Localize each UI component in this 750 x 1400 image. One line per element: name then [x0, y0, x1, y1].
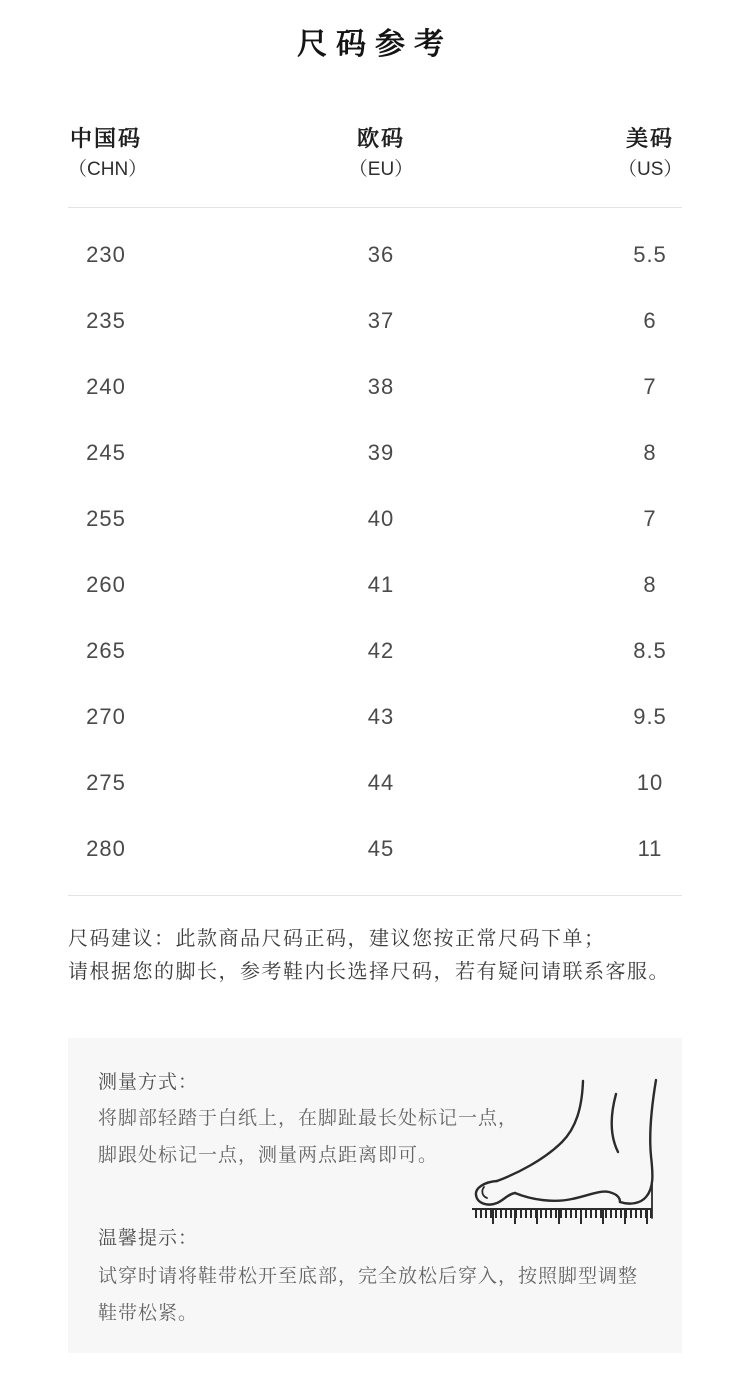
cell-chn: 265 — [86, 638, 126, 663]
column-header-eu-sublabel: （EU） — [348, 159, 414, 180]
cell-chn: 275 — [86, 770, 126, 795]
cell-us: 8.5 — [633, 638, 667, 663]
table-row — [68, 750, 682, 816]
cell-chn: 270 — [86, 704, 126, 729]
cell-eu: 37 — [367, 308, 395, 333]
cell-us: 5.5 — [633, 242, 667, 267]
measure-method-line2: 脚跟处标记一点，测量两点距离即可。 — [98, 1145, 439, 1166]
cell-eu: 40 — [367, 506, 395, 531]
tips-line1: 试穿时请将鞋带松开至底部，完全放松后穿入，按照脚型调整 — [98, 1266, 639, 1287]
cell-us: 11 — [637, 836, 663, 861]
cell-us: 8 — [643, 572, 657, 597]
column-header-us-label: 美码 — [625, 126, 674, 151]
page-title: 尺码参考 — [297, 28, 453, 61]
cell-chn: 255 — [86, 506, 126, 531]
cell-eu: 45 — [367, 836, 395, 861]
size-table-header — [68, 127, 682, 181]
cell-eu: 41 — [367, 572, 395, 597]
cell-chn: 245 — [86, 440, 126, 465]
column-header-eu-label: 欧码 — [356, 126, 405, 151]
cell-chn: 240 — [86, 374, 126, 399]
cell-eu: 43 — [367, 704, 395, 729]
cell-us: 10 — [636, 770, 664, 795]
cell-us: 8 — [643, 440, 657, 465]
cell-eu: 39 — [367, 440, 395, 465]
column-header-us-sublabel: （US） — [618, 159, 683, 180]
size-advice-line2: 请根据您的脚长，参考鞋内长选择尺码，若有疑问请联系客服。 — [68, 961, 670, 983]
column-header-eu — [144, 127, 618, 181]
table-row — [68, 816, 682, 882]
cell-eu: 36 — [367, 242, 395, 267]
measure-method-line1: 将脚部轻踏于白纸上，在脚趾最长处标记一点， — [98, 1108, 519, 1129]
measure-method-title: 测量方式： — [98, 1072, 199, 1093]
size-advice — [68, 923, 682, 989]
table-row — [68, 354, 682, 420]
table-row — [68, 222, 682, 288]
size-table-body — [68, 208, 682, 882]
column-header-chn-sublabel: （CHN） — [68, 159, 148, 180]
foot-measuring-diagram-icon — [470, 1078, 662, 1224]
table-row — [68, 552, 682, 618]
cell-chn: 230 — [86, 242, 126, 267]
ruler-small-ticks — [472, 1209, 652, 1218]
table-row — [68, 618, 682, 684]
tips-line2: 鞋带松紧。 — [98, 1303, 199, 1324]
table-row — [68, 420, 682, 486]
cell-us: 7 — [643, 506, 657, 531]
size-advice-line1: 尺码建议：此款商品尺码正码，建议您按正常尺码下单； — [68, 928, 606, 950]
column-header-chn-label: 中国码 — [69, 126, 142, 151]
cell-us: 9.5 — [633, 704, 667, 729]
table-row — [68, 288, 682, 354]
table-row — [68, 486, 682, 552]
column-header-chn — [68, 126, 148, 181]
cell-chn: 235 — [86, 308, 126, 333]
cell-eu: 38 — [367, 374, 395, 399]
cell-eu: 44 — [367, 770, 395, 795]
cell-eu: 42 — [367, 638, 395, 663]
cell-us: 7 — [643, 374, 657, 399]
cell-chn: 260 — [86, 572, 126, 597]
cell-us: 6 — [643, 308, 657, 333]
size-table — [68, 127, 682, 896]
column-header-us — [618, 127, 682, 181]
tips-title: 温馨提示： — [98, 1228, 199, 1249]
table-row — [68, 684, 682, 750]
cell-chn: 280 — [86, 836, 126, 861]
measure-box — [68, 1038, 682, 1353]
table-divider-bottom — [68, 895, 682, 896]
